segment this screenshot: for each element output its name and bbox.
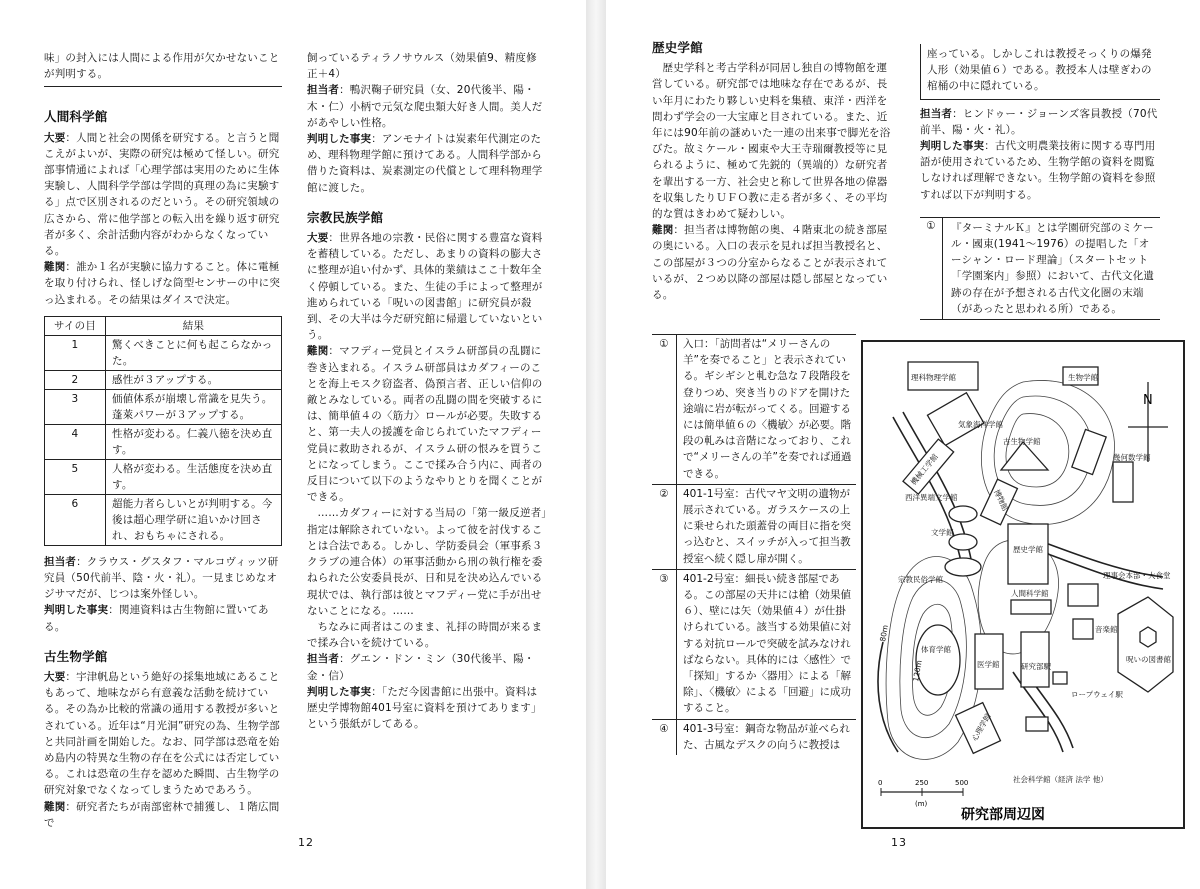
difficulty-paragraph — [652, 222, 892, 303]
label-ningen: 人間科学館 — [1011, 589, 1049, 598]
difficulty-text: ：担当者は博物館の奥、４階東北の続き部屋の奥にいる。入口の表示を見れば担当教授名と、この部屋が３つの分室からなることが表示されているが、２つめ以降の部屋は隠し部屋となっている。 — [652, 224, 888, 302]
table-header-die: サイの目 — [45, 316, 106, 335]
difficulty-label: 難関 — [652, 224, 674, 237]
label-bungaku: 文学館 — [931, 528, 954, 537]
person-paragraph — [44, 554, 282, 603]
die-result: 感性が３アップする。 — [106, 370, 282, 389]
difficulty-text: ：誰か１名が実験に協力すること。体に電極を取り付けられ、怪しげな筒型センサーの中に突っ込まれる。その結果はダイスで決定。 — [44, 261, 281, 306]
footnote-text: 『ターミナルＫ』とは学園研究部のミケール・國東(1941〜1976）の提唱した「オーシャン・ロード理論」（スタートセット「学園案内」参照）において、古代文化遺跡の存在が予想される古代文化圏の末端（があったと思われる所）である。 — [951, 221, 1155, 315]
die-face: 5 — [45, 459, 106, 494]
summary-label: 大要 — [44, 671, 66, 684]
die-result: 人格が変わる。生活態度を決め直す。 — [106, 459, 282, 494]
continued-text: 味」の封入には人間による作用が欠かせないことが判明する。 — [44, 50, 282, 87]
label-kikai: 機械工学館 — [908, 452, 940, 487]
label-ropeway: ロープウェイ駅 — [1071, 690, 1123, 699]
map-title: 研究部周辺図 — [961, 807, 1045, 823]
label-rika: 理科物理学館 — [911, 373, 956, 382]
room-text: 401-1号室：古代マヤ文明の遺物が展示されている。ガラスケースの上に乗せられた頭蓋骨の両目に指を突っ込むと、スイッチが入って担当教授室へ続く隠し扉が開く。 — [683, 487, 851, 565]
continued-text-box — [920, 44, 1160, 100]
left-column-2 — [307, 50, 547, 732]
fact-text: ：関連資料は古生物館に置いてある。 — [44, 604, 269, 633]
difficulty-text: ：研究者たちが南部密林で捕獲し、１階広間で — [44, 800, 280, 829]
building-ningen — [1011, 600, 1051, 614]
north-label: N — [1143, 393, 1153, 408]
section-title-rekishi: 歴史学館 — [652, 40, 703, 55]
fact-text: ：古代文明農業技術に関する専門用語が使用されているため、生物学館の資料を閲覧しなければ理解できない。生物学館の資料を参照すれば以下が判明する。 — [920, 140, 1156, 201]
label-kika: 幾何数学館 — [1113, 453, 1151, 462]
difficulty-text: ：マフディー党員とイスラム研部員の乱闘に巻き込まれる。イスラム研部員はカダフィーのことを海上モスク窃盗者、偽預言者、正しい信仰の敵とみなしている。両者の乱闘の間を突破するには、簡単値４の〈筋力〉ロールが必要。失敗すると、第一夫人の援護を命じられていたマフディー党員に救助されるが、イスラム研の恨みを買うことになってしまう。ここで揉み合う内に、両者の反目について以下のようなやりとりを聞くことができる。 — [307, 345, 543, 504]
room-number: ④ — [652, 720, 677, 755]
building-kenkyubu-eki — [1021, 632, 1049, 687]
scale-500: 500 — [955, 779, 969, 787]
page-number: 12 — [298, 836, 314, 849]
fact-paragraph — [44, 602, 282, 634]
die-result: 超能力者らしいとが判明する。今後は超心理学研に追いかけ回され、おもちゃにされる。 — [106, 494, 282, 545]
room-text: 入口：「訪問者は“メリーさんの羊”を奏でること」と表示されている。ギシギシと軋む急な７段階段を登りつめ、突き当りのドアを開けた途端に岩が転がってくる。回避するには簡単値６の〈機敏〉が必要。階段の軋みは音階になっており、これで“メリーさんの羊”を奏でれば通過できる。 — [683, 338, 852, 480]
fact-paragraph — [307, 684, 547, 733]
room-number: ① — [652, 335, 677, 484]
table-row — [45, 335, 282, 370]
die-face: 4 — [45, 424, 106, 459]
label-koseibutsu: 古生物学館 — [1003, 437, 1041, 446]
room-text: 401-3号室：鋼奇な物品が並べられた、古風なデスクの向うに教授は — [683, 722, 851, 751]
after-paragraph: ちなみに両者はこのまま、礼拝の時間が来るまで揉み合いを続けている。 — [307, 620, 543, 650]
dice-result-table — [44, 316, 282, 546]
table-row — [45, 389, 282, 424]
table-row — [45, 494, 282, 545]
difficulty-paragraph — [44, 799, 282, 831]
fact-paragraph — [920, 138, 1160, 203]
fact-text: ：アンモナイトは炭素年代測定のため、理科物理学館に預けてある。人間科学部から借りた資料は、炭素測定の代償として理科物理学館に渡した。 — [307, 133, 543, 194]
label-seiyo: 西洋異端文学館 — [905, 493, 958, 502]
label-contour-80: 80m — [878, 624, 890, 643]
building-taiiku — [916, 625, 960, 695]
difficulty-label: 難関 — [307, 345, 329, 358]
label-shukyo: 宗教民俗学館 — [898, 575, 943, 584]
fact-paragraph — [307, 131, 547, 196]
person-text: ：クラウス・グスタフ・マルコヴィッツ研究員（50代前半、陰・火・礼）。一見まじめなオジサマだが、じつは案外怪しい。 — [44, 555, 279, 601]
quote-paragraph: ……カダフィーに対する当局の「第一級反逆者」指定は解除されていない。よって彼を討伐することは合法である。しかし、学防委員会（軍事系３クラブの連合体）の軍事活動から刑の執行権を委ねられた公安委員長が、日和見を決め込んでいる現状では、執行部は彼とマフディー党に手が出せないことになる。…… — [307, 507, 547, 617]
person-text: ：ヒンドゥー・ジョーンズ客員教授（70代前半、陽・火・礼）。 — [920, 107, 1158, 136]
fact-label: 判明した事実 — [44, 604, 109, 617]
summary-text: ：人間と社会の関係を研究する。と言うと聞こえがよいが、実際の研究は極めて怪しい。研究部事情通によれば「心理学部は実用のために生体実験し、人間科学学部は学問的真理の為に実験する」点で区別されるのだという。その研究領域の広さから、常に他学部との転入出を繰り返す研究者が多く、余計活動内容がわからなくなっている。 — [44, 131, 280, 258]
die-result: 驚くべきことに何も起こらなかった。 — [106, 335, 282, 370]
scale-bar — [878, 779, 968, 808]
building-noroi-inner — [1140, 627, 1156, 647]
scale-0: 0 — [878, 779, 883, 787]
contour-lines — [886, 380, 1114, 759]
person-paragraph — [920, 106, 1160, 138]
building-rekishi — [1008, 524, 1048, 584]
label-shinri: 心理学館 — [969, 712, 993, 743]
label-rekishi: 歴史学館 — [1013, 545, 1043, 554]
room-note — [652, 485, 856, 570]
fact-label: 判明した事実 — [920, 140, 985, 153]
table-header-result: 結果 — [106, 316, 282, 335]
die-result: 性格が変わる。仁義八徳を決め直す。 — [106, 424, 282, 459]
scale-250: 250 — [915, 779, 929, 787]
body-paragraph: 歴史学科と考古学科が同居し独自の博物館を運営している。研究部では地味な存在であるが、長い年月にわたり夥しい史料を集積、東洋・西洋を問わず学会の一大宝庫と目されている。また、近年には90年前の謎めいた一連の出来事で脚光を浴びた。故ミケール・國東や大王寺瑞爾教授等に見られるように、極めて先鋭的（異端的）な研究者を輩出する一方、社会史と称して世界各地の偉器を収集したりＵＦＯ教に走る者が多く、その平均的な質はきわめて疑わしい。 — [652, 62, 891, 221]
label-seibutsu: 生物学館 — [1068, 373, 1098, 382]
table-row — [45, 370, 282, 389]
die-face: 3 — [45, 389, 106, 424]
footnote-box — [920, 217, 1160, 320]
building-seibutsu — [1072, 429, 1106, 474]
label-ongaku: 音楽館 — [1095, 625, 1118, 634]
person-label: 担当者 — [920, 107, 953, 120]
continued-text: 飼っているティラノサウルス（効果値9、精度修正＋4） — [307, 52, 537, 81]
label-taiiku: 体育学館 — [921, 645, 951, 654]
fact-text: ：「ただ今図書館に出張中。資料は歴史学博物館401号室に資料を預けてあります」という張紙がしてある。 — [307, 685, 542, 731]
building-rijikai — [1068, 584, 1098, 606]
building-ongaku — [1073, 619, 1093, 639]
left-page — [0, 0, 586, 889]
room-note — [652, 570, 856, 720]
scale-unit: (m) — [915, 800, 928, 808]
campus-map — [861, 340, 1185, 829]
person-text: ：グエン・ドン・ミン（30代後半、陽・金・信） — [307, 653, 535, 682]
room-note — [652, 720, 856, 755]
fact-label: 判明した事実 — [307, 133, 372, 146]
room-number: ② — [652, 485, 677, 569]
building-ropeway — [1053, 672, 1067, 684]
die-result: 価値体系が崩壊し常識を見失う。蓬萊パワーが３アップする。 — [106, 389, 282, 424]
table-header-row — [45, 316, 282, 335]
right-column-1 — [652, 40, 892, 303]
room-text: 401-2号室：細長い続き部屋である。この部屋の天井には槍（効果値６）、壁には矢（効果値４）が仕掛けられている。該当する効果値に対する対抗ロールで突破を試みなければならない。具体的には〈感性〉で「探知」するか〈器用〉による「解除」、〈機敏〉による「回避」に成功すること。 — [683, 572, 851, 715]
table-row — [45, 459, 282, 494]
label-kisho: 気象海洋学館 — [958, 420, 1003, 429]
section-title-shukyo: 宗教民族学館 — [307, 209, 384, 225]
difficulty-paragraph — [307, 343, 547, 505]
label-contour-120: 120m — [911, 659, 924, 683]
difficulty-label: 難関 — [44, 261, 66, 274]
room-number: ③ — [652, 570, 677, 719]
difficulty-label: 難関 — [44, 800, 66, 813]
right-column-2 — [920, 44, 1160, 320]
section-title-koseibutsu: 古生物学館 — [44, 648, 108, 664]
person-label: 担当者 — [307, 653, 340, 666]
summary-text: ：世界各地の宗教・民俗に関する豊富な資料を蓄積している。ただし、あまりの資料の膨大さに整理が追い付かず、具体的業績はここ十数年全く停頓している。また、生徒の手によって整理が進められている「呪いの図書館」に研究員が殺到、その大半は今だ研究館に帰還していないという。 — [307, 232, 543, 342]
die-face: 6 — [45, 494, 106, 545]
building-shakai — [1026, 717, 1048, 731]
difficulty-paragraph — [44, 259, 282, 308]
book-gutter — [586, 0, 606, 889]
person-label: 担当者 — [307, 84, 340, 97]
room-note — [652, 335, 856, 485]
summary-text: ：宇津帆島という絶好の採集地域にあることもあって、地味ながら有意義な活動を続けている。その為か比較的常識の通用する教授が多いとされている。近年は“月光洞”研究の為、生物学部と共同計画を開始した。なお、同学部は恐竜を始め島内の特異な生物の存在を公式には否定している。これは恐竜の生存を認めた瞬間、古生物学の研究対象でなくなってしまうためであろう。 — [44, 671, 280, 797]
label-shakai: 社会科学館（経済 法学 他） — [1013, 775, 1108, 784]
campus-map-svg — [863, 342, 1183, 827]
fact-label: 判明した事実 — [307, 685, 372, 698]
person-label: 担当者 — [44, 555, 77, 568]
building-shukyo — [945, 558, 981, 576]
person-paragraph — [307, 651, 547, 683]
person-paragraph — [307, 82, 547, 131]
building-koseibutsu — [1001, 442, 1048, 470]
section-title-ningen: 人間科学館 — [44, 109, 108, 125]
die-face: 2 — [45, 370, 106, 389]
left-column-1 — [44, 50, 282, 831]
continued-text: 座っている。しかしこれは教授そっくりの爆発人形（効果値６）である。教授本人は壁ぎわの棺桶の中に隠れている。 — [927, 48, 1152, 93]
summary-label: 大要 — [307, 232, 329, 245]
summary-paragraph — [44, 669, 282, 799]
summary-paragraph — [307, 230, 547, 343]
label-noroi: 呪いの図書館 — [1126, 655, 1171, 664]
label-rijikai: 理事会本部・大食堂 — [1103, 571, 1171, 580]
summary-label: 大要 — [44, 131, 66, 144]
building-kika — [1113, 462, 1133, 502]
footnote-number: ① — [920, 218, 943, 319]
table-row — [45, 424, 282, 459]
building-seiyo — [949, 506, 977, 522]
die-face: 1 — [45, 335, 106, 370]
label-kenkyubu: 研究部駅 — [1021, 662, 1051, 671]
page-number: 13 — [891, 836, 907, 849]
label-hakubutsu: 博物館 — [992, 488, 1010, 513]
person-text: ：鴨沢鞠子研究員（女、20代後半、陽・木・仁）小柄で元気な爬虫類大好き人間。美人だがあやしい性格。 — [307, 84, 543, 129]
summary-paragraph — [44, 130, 282, 260]
room-notes — [652, 334, 856, 755]
label-igaku: 医学館 — [977, 660, 1000, 669]
